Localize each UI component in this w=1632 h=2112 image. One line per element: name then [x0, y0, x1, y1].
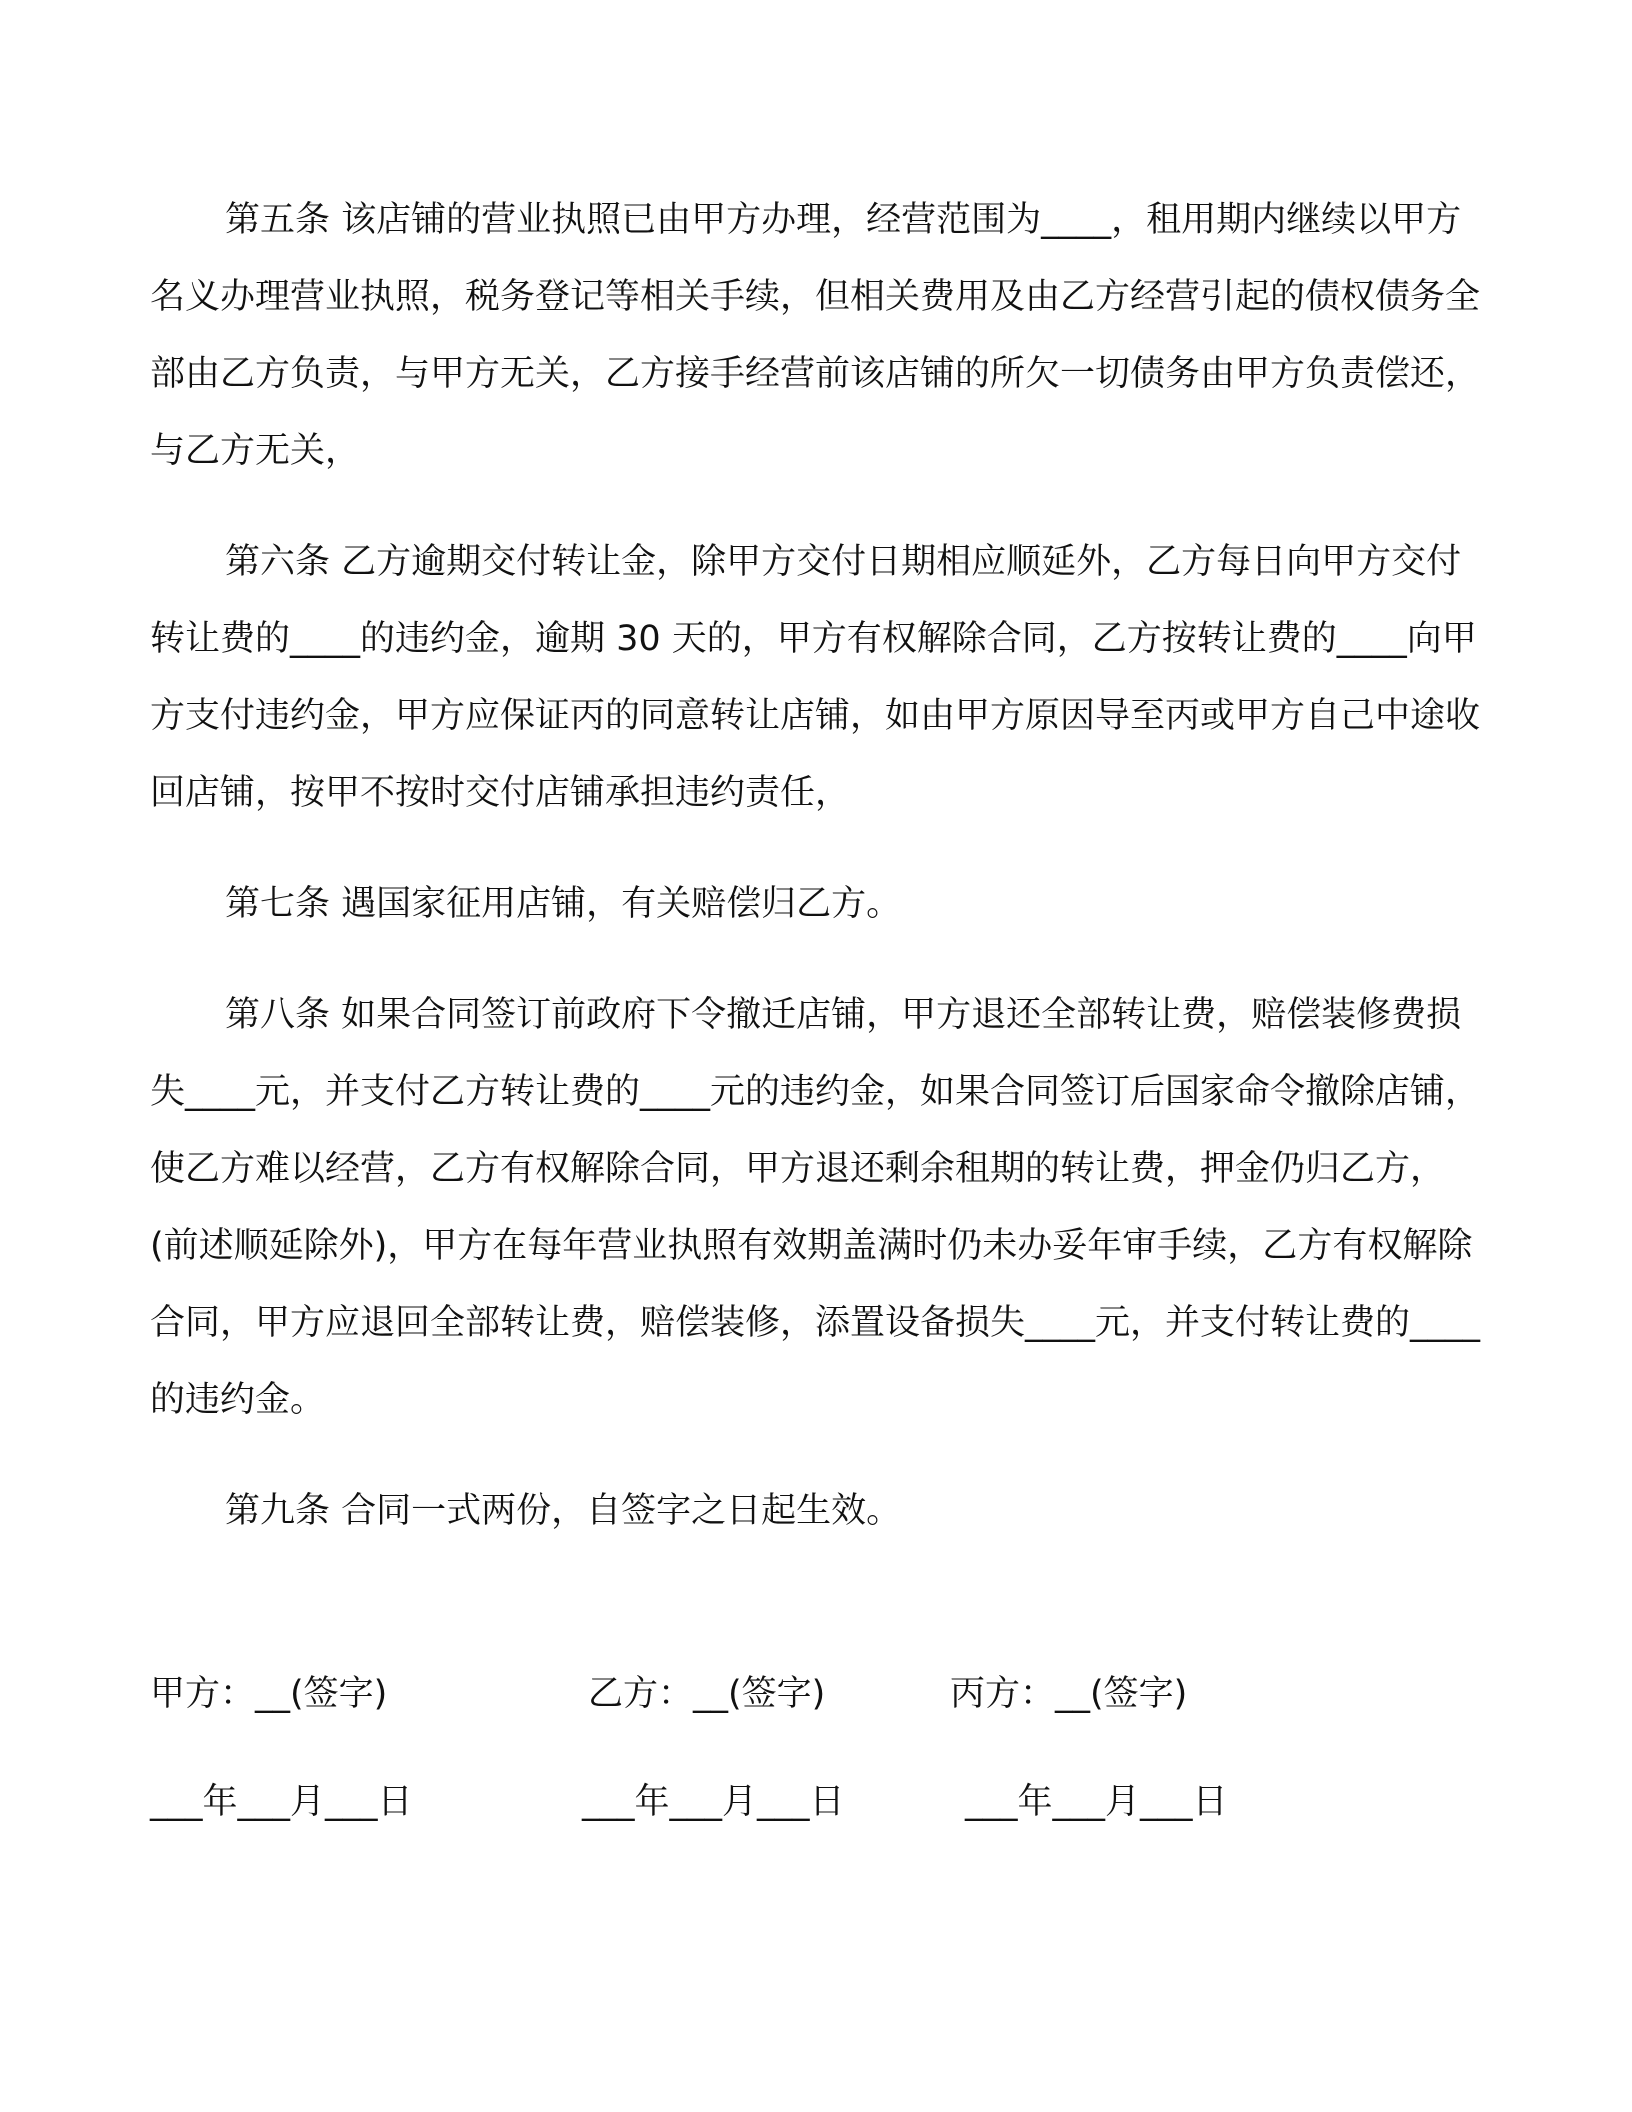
clause-heading: 第九条 [225, 1491, 331, 1531]
date-party-c: ___年___月___日 [965, 1782, 1228, 1822]
clause-heading: 第五条 [225, 200, 331, 240]
clause-8 [150, 977, 1480, 1439]
clause-6 [150, 524, 1480, 832]
signature-row [150, 1664, 1350, 1724]
clause-text: 该店铺的营业执照已由甲方办理，经营范围为____，租用期内继续以甲方名义办理营业执照，税务登记等相关手续，但相关费用及由乙方经营引起的债权债务全部由乙方负责，与甲方无关，乙方接手经营前该店铺的所欠一切债务由甲方负责偿还，与乙方无关， [150, 200, 1481, 471]
clause-heading: 第七条 [225, 884, 331, 924]
clause-7 [150, 866, 1480, 943]
clause-text: 合同一式两份，自签字之日起生效。 [341, 1491, 902, 1531]
date-party-b: ___年___月___日 [582, 1782, 845, 1822]
clause-heading: 第六条 [225, 542, 331, 582]
date-party-a: ___年___月___日 [150, 1782, 413, 1822]
clause-text: 乙方逾期交付转让金，除甲方交付日期相应顺延外，乙方每日向甲方交付转让费的____的违约金，逾期 30 天的，甲方有权解除合同，乙方按转让费的____向甲方支付违约金，甲方应保证丙的同意转让店铺，如由甲方原因导至丙或甲方自己中途收回店铺，按甲不按时交付店铺承担违约责任， [150, 542, 1481, 813]
date-row [150, 1772, 1350, 1832]
clause-text: 遇国家征用店铺，有关赔偿归乙方。 [341, 884, 902, 924]
contract-body [150, 182, 1480, 1584]
clause-5 [150, 182, 1480, 490]
clause-heading: 第八条 [225, 995, 331, 1035]
clause-text: 如果合同签订前政府下令撤迁店铺，甲方退还全部转让费，赔偿装修费损失____元，并支付乙方转让费的____元的违约金，如果合同签订后国家命令撤除店铺，使乙方难以经营，乙方有权解除合同，甲方退还剩余租期的转让费，押金仍归乙方，(前述顺延除外)，甲方在每年营业执照有效期盖满时仍未办妥年审手续，乙方有权解除合同，甲方应退回全部转让费，赔偿装修，添置设备损失____元，并支付转让费的____的违约金。 [150, 995, 1481, 1420]
signature-party-c: 丙方：__(签字) [950, 1674, 1188, 1714]
signature-party-b: 乙方：__(签字) [588, 1674, 826, 1714]
clause-9 [150, 1473, 1480, 1550]
signature-party-a: 甲方：__(签字) [150, 1674, 388, 1714]
